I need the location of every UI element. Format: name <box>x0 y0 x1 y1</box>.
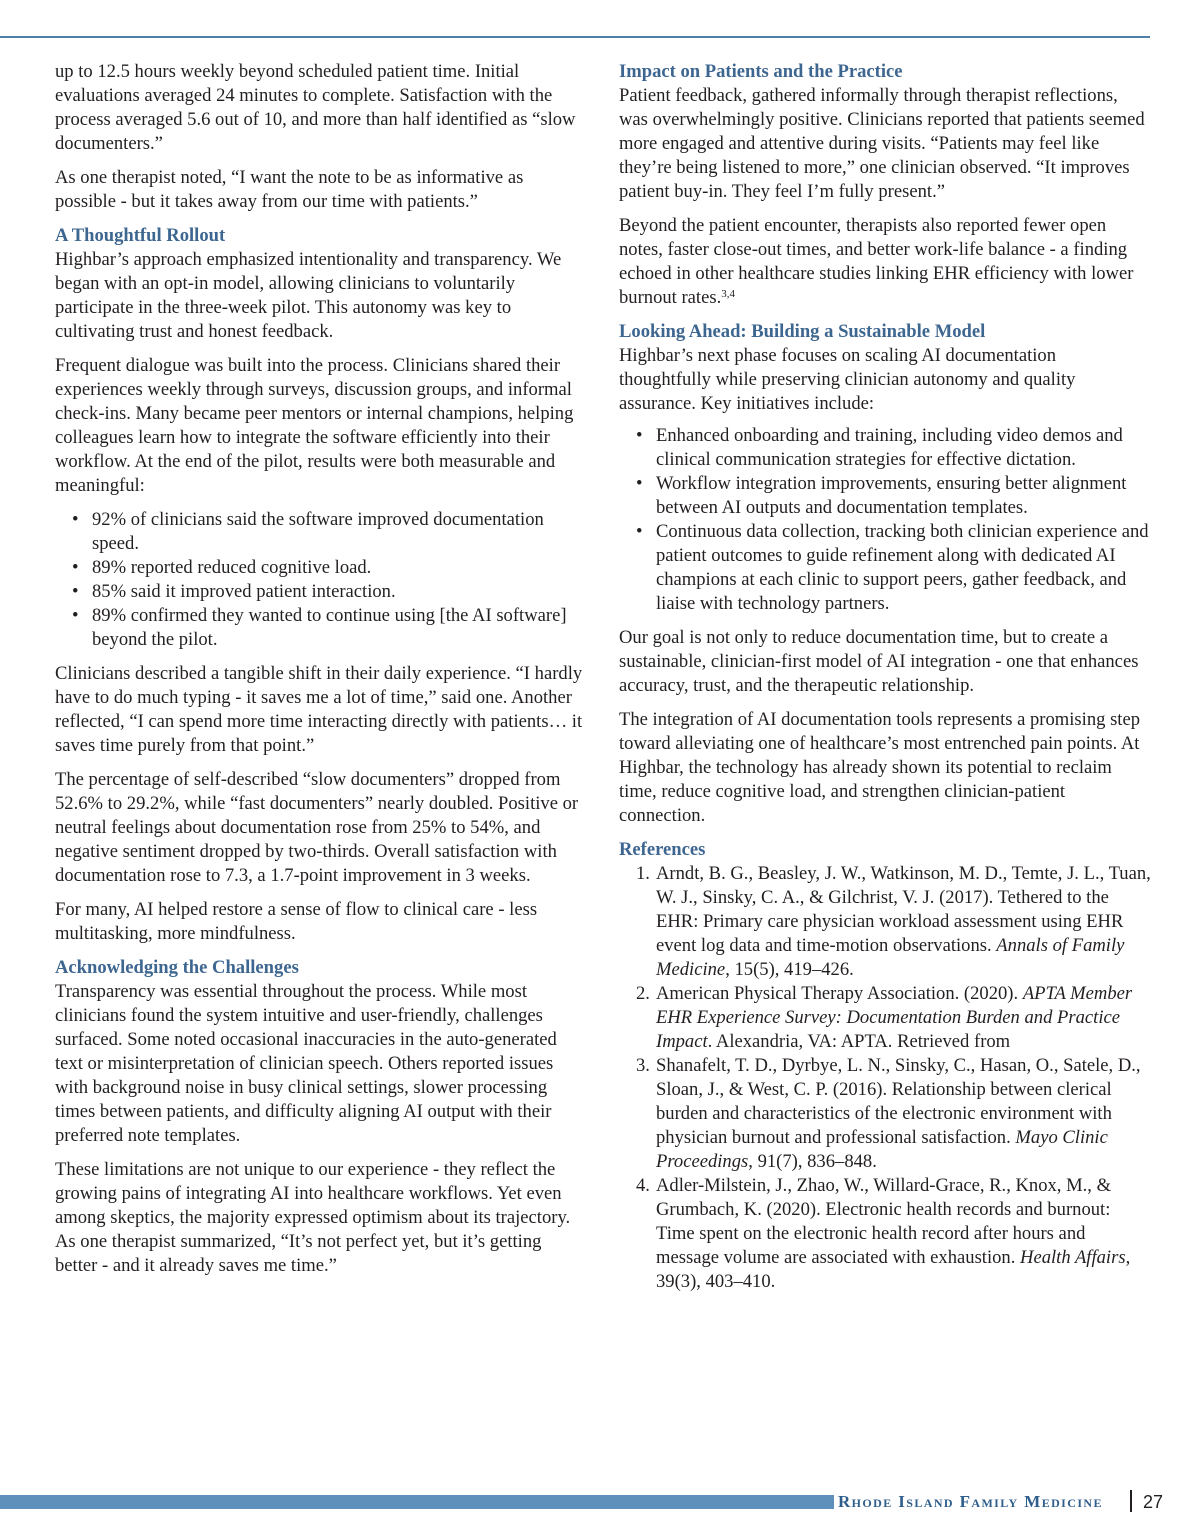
list-item: • 92% of clinicians said the software improved documentation speed. <box>55 508 587 556</box>
dialogue-paragraph: Frequent dialogue was built into the process. Clinicians shared their experiences weekly through surveys, discussion groups, and informal check-ins. Many became peer mentors or internal champions, helping colleagues learn how to integrate the software efficiently into their workflow. At the end of the pilot, results were both measurable and meaningful: <box>55 355 574 496</box>
list-item: • Enhanced onboarding and training, including video demos and clinical communication strategies for effective dictation. <box>619 424 1151 472</box>
beyond-paragraph <box>619 214 1151 310</box>
reference-number: 1. <box>636 863 650 884</box>
reference-item <box>619 1174 1151 1294</box>
results-list <box>55 508 587 652</box>
reference-tail: , 15(5), 419–426. <box>725 959 854 980</box>
heading-thoughtful-rollout: A Thoughtful Rollout <box>55 225 226 246</box>
list-item: • Workflow integration improvements, ensuring better alignment between AI outputs and documentation templates. <box>619 472 1151 520</box>
right-column <box>619 60 1151 1294</box>
integration-paragraph: The integration of AI documentation tools represents a promising step toward alleviating one of healthcare’s most entrenched pain points. At Highbar, the technology has already shown its potential to reclaim time, reduce cognitive load, and strengthen clinician-patient connection. <box>619 709 1141 826</box>
footer-bar <box>0 1495 834 1509</box>
goal-paragraph: Our goal is not only to reduce documentation time, but to create a sustainable, clinician-first model of AI integration - one that enhances accuracy, trust, and the therapeutic relationship. <box>619 627 1139 696</box>
therapist-quote-paragraph: As one therapist noted, “I want the note to be as informative as possible - but it takes away from our time with patients.” <box>55 167 524 212</box>
flow-paragraph: For many, AI helped restore a sense of flow to clinical care - less multitasking, more mindfulness. <box>55 899 538 944</box>
heading-impact: Impact on Patients and the Practice <box>619 61 903 82</box>
reference-number: 3. <box>636 1055 650 1076</box>
footer-journal-title: Rhode Island Family Medicine <box>838 1492 1103 1511</box>
reference-text: American Physical Therapy Association. (2020). <box>656 983 1023 1004</box>
top-rule <box>0 36 1150 38</box>
ahead-paragraph: Highbar’s next phase focuses on scaling AI documentation thoughtfully while preserving clinician autonomy and quality assurance. Key initiatives include: <box>619 345 1076 414</box>
reference-number: 2. <box>636 983 650 1004</box>
impact-paragraph: Patient feedback, gathered informally through therapist reflections, was overwhelmingly positive. Clinicians reported that patients seemed more engaged and attentive during visits. “Patients may feel like they’re being listened to more,” one clinician observed. “It improves patient buy-in. They feel I’m fully present.” <box>619 85 1145 202</box>
reference-item <box>619 862 1151 982</box>
left-column <box>55 60 587 1288</box>
percentage-paragraph: The percentage of self-described “slow documenters” dropped from 52.6% to 29.2%, while “fast documenters” nearly doubled. Positive or neutral feelings about documentation rose from 25% to 54%, and negative sentiment dropped by two-thirds. Overall satisfaction with documentation rose to 7.3, a 1.7-point improvement in 3 weeks. <box>55 769 579 886</box>
reference-item <box>619 1054 1151 1174</box>
footer-separator <box>1130 1490 1132 1512</box>
reference-item <box>619 982 1151 1054</box>
reference-text: Shanafelt, T. D., Dyrbye, L. N., Sinsky, C., Hasan, O., Satele, D., Sloan, J., & West, C. P. (2016). Relationship between clerical burden and characteristics of the electronic environment with physician burnout and professional satisfaction. <box>656 1055 1141 1148</box>
beyond-text: Beyond the patient encounter, therapists also reported fewer open notes, faster close-out times, and better work-life balance - a finding echoed in other healthcare studies linking EHR efficiency with lower burnout rates. <box>619 215 1134 308</box>
reference-text: Adler-Milstein, J., Zhao, W., Willard-Grace, R., Knox, M., & Grumbach, K. (2020). Electronic health records and burnout: Time spent on the electronic health record after hours and message volume are associated with exhaustion. <box>656 1175 1112 1268</box>
list-item: • 85% said it improved patient interaction. <box>55 580 587 604</box>
reference-tail: , 91(7), 836–848. <box>748 1151 877 1172</box>
list-item: • Continuous data collection, tracking both clinician experience and patient outcomes to guide refinement along with dedicated AI champions at each clinic to support peers, gather feedback, and liaise with technology partners. <box>619 520 1151 616</box>
references-list <box>619 862 1151 1294</box>
reference-journal: Mayo Clinic Proceedings <box>656 1127 1108 1172</box>
reference-number: 4. <box>636 1175 650 1196</box>
reference-text: Arndt, B. G., Beasley, J. W., Watkinson, M. D., Temte, J. L., Tuan, W. J., Sinsky, C. A., & Gilchrist, V. J. (2017). Tethered to the EHR: Primary care physician workload assessment using EHR event log data and time-motion observations. <box>656 863 1151 956</box>
initiatives-list <box>619 424 1151 616</box>
reference-journal: Health Affairs <box>1020 1247 1126 1268</box>
list-item: • 89% confirmed they wanted to continue using [the AI software] beyond the pilot. <box>55 604 587 652</box>
citation-superscript: 3,4 <box>721 288 735 300</box>
reference-journal: Annals of Family Medicine <box>656 935 1125 980</box>
rollout-paragraph: Highbar’s approach emphasized intentionality and transparency. We began with an opt-in model, allowing clinicians to voluntarily participate in the three-week pilot. This autonomy was key to cultivating trust and honest feedback. <box>55 249 562 342</box>
limitations-paragraph: These limitations are not unique to our experience - they reflect the growing pains of integrating AI into healthcare workflows. Yet even among skeptics, the majority expressed optimism about its trajectory. As one therapist summarized, “It’s not perfect yet, but it’s getting better - and it already saves me time.” <box>55 1159 571 1276</box>
heading-references: References <box>619 839 706 860</box>
reference-tail: , 39(3), 403–410. <box>656 1247 1131 1292</box>
heading-looking-ahead: Looking Ahead: Building a Sustainable Model <box>619 321 986 342</box>
intro-paragraph: up to 12.5 hours weekly beyond scheduled patient time. Initial evaluations averaged 24 minutes to complete. Satisfaction with the process averaged 5.6 out of 10, and more than half identified as “slow documenters.” <box>55 61 576 154</box>
heading-acknowledging-challenges: Acknowledging the Challenges <box>55 957 299 978</box>
reference-journal: APTA Member EHR Experience Survey: Documentation Burden and Practice Impact <box>656 983 1133 1052</box>
list-item: • 89% reported reduced cognitive load. <box>55 556 587 580</box>
challenges-paragraph: Transparency was essential throughout the process. While most clinicians found the system intuitive and user-friendly, challenges surfaced. Some noted occasional inaccuracies in the auto-generated text or misinterpretation of clinician speech. Others reported issues with background noise in busy clinical settings, slower processing times between patients, and difficulty aligning AI output with their preferred note templates. <box>55 981 557 1146</box>
reference-tail: . Alexandria, VA: APTA. Retrieved from <box>707 1031 1011 1052</box>
page-number: 27 <box>1143 1492 1164 1512</box>
shift-paragraph: Clinicians described a tangible shift in their daily experience. “I hardly have to do much typing - it saves me a lot of time,” said one. Another reflected, “I can spend more time interacting directly with patients… it saves time purely from that point.” <box>55 663 583 756</box>
